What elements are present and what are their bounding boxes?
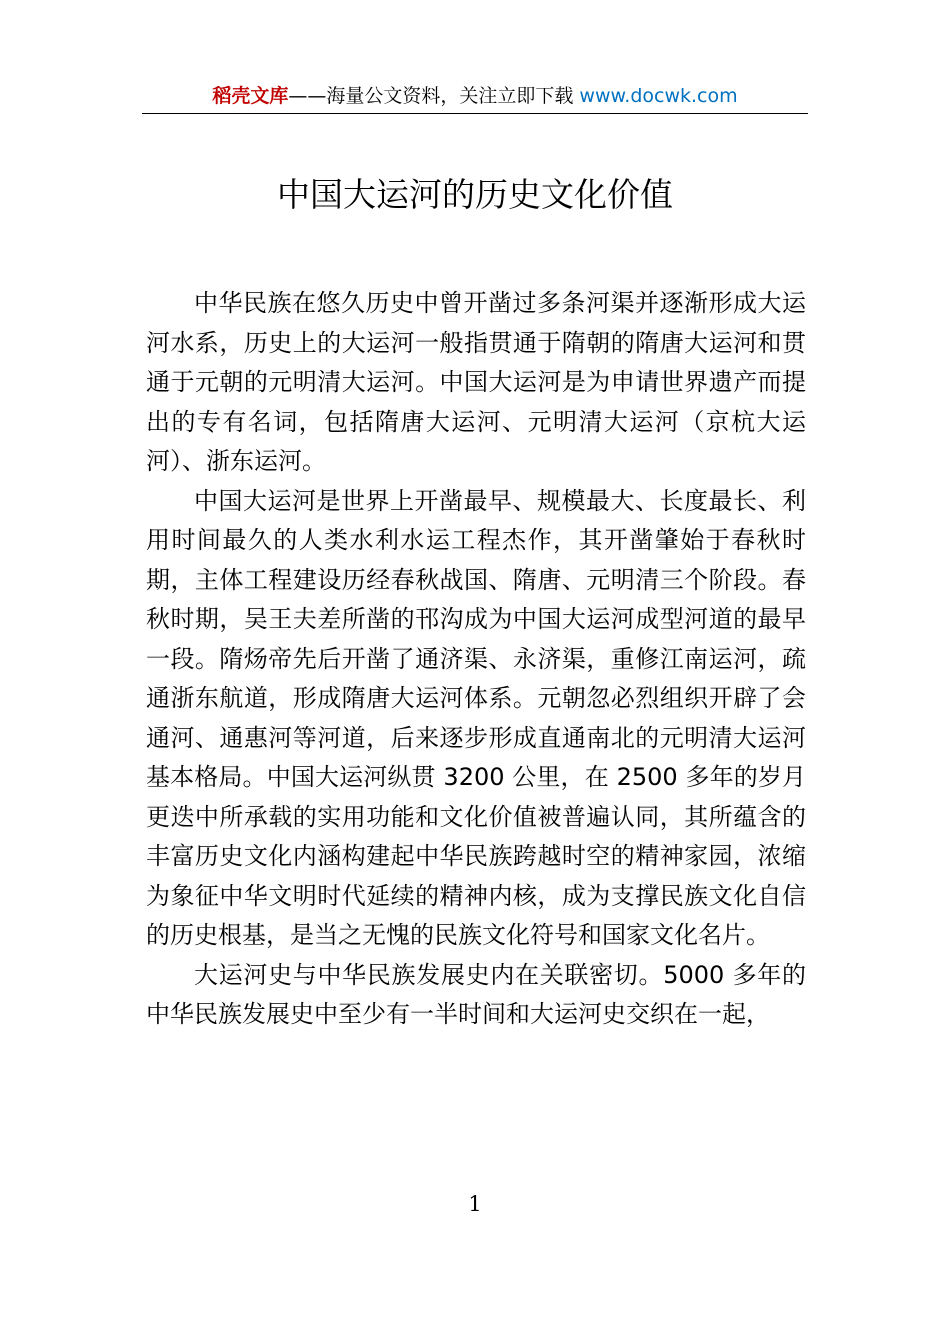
brand-name: 稻壳文库 [212, 85, 289, 107]
paragraph-2: 中国大运河是世界上开凿最早、规模最大、长度最长、利用时间最久的人类水利水运工程杰作，其开凿肇始于春秋时期，主体工程建设历经春秋战国、隋唐、元明清三个阶段。春秋时期，吴王夫差所凿的邗沟成为中国大运河成型河道的最早一段。隋炀帝先后开凿了通济渠、永济渠，重修江南运河，疏通浙东航道，形成隋唐大运河体系。元朝忽必烈组织开辟了会通河、通惠河等河道，后来逐步形成直通南北的元明清大运河基本格局。中国大运河纵贯 3200 公里，在 2500 多年的岁月更迭中所承载的实用功能和文化价值被普遍认同，其所蕴含的丰富历史文化内涵构建起中华民族跨越时空的精神家园，浓缩为象征中华文明时代延续的精神内核，成为支撑民族文化自信的历史根基，是当之无愧的民族文化符号和国家文化名片。 [146, 486, 806, 949]
header-url-link[interactable]: www.docwk.com [579, 85, 738, 107]
document-header [0, 82, 950, 110]
paragraph-3: 大运河史与中华民族发展史内在关联密切。5000 多年的中华民族发展史中至少有一半时间和大运河史交织在一起， [146, 960, 806, 1028]
page-number: 1 [468, 1192, 482, 1216]
document-title: 中国大运河的历史文化价值 [277, 175, 673, 214]
header-slogan: ——海量公文资料，关注立即下载 [288, 85, 580, 107]
document-body [146, 284, 806, 1035]
paragraph-1: 中华民族在悠久历史中曾开凿过多条河渠并逐渐形成大运河水系，历史上的大运河一般指贯通于隋朝的隋唐大运河和贯通于元朝的元明清大运河。中国大运河是为申请世界遗产而提出的专有名词，包括隋唐大运河、元明清大运河（京杭大运河）、浙东运河。 [146, 289, 806, 475]
header-divider [142, 113, 808, 114]
